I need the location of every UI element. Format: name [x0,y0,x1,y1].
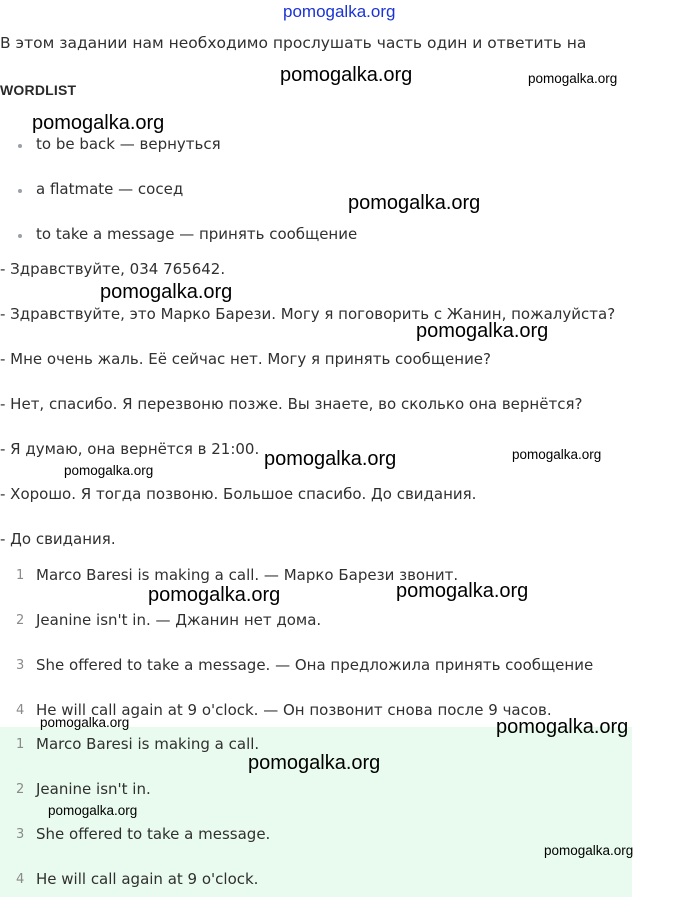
watermark: pomogalka.org [544,843,634,858]
translation-item: Marco Baresi is making a call. — Марко Барези звонит. [36,566,459,584]
answer-item: He will call again at 9 o'clock. [36,870,259,888]
answer-item: She offered to take a message. [36,825,271,843]
watermark: pomogalka.org [100,281,233,303]
bullet-icon [18,234,22,238]
answer-item: Jeanine isn't in. [36,780,151,798]
bullet-icon [18,189,22,193]
answer-number: 2 [16,782,25,797]
watermark: pomogalka.org [496,716,629,738]
translation-item: Jeanine isn't in. — Джанин нет дома. [36,611,322,629]
watermark: pomogalka.org [148,584,281,606]
list-number: 4 [16,703,25,718]
list-number: 3 [16,658,25,673]
wordlist-item: to take a message — принять сообщение [36,225,358,243]
dialogue-line: - До свидания. [0,530,116,548]
dialogue-line: - Мне очень жаль. Её сейчас нет. Могу я принять сообщение? [0,350,492,368]
translation-item: She offered to take a message. — Она предложила принять сообщение [36,656,594,674]
watermark-top: pomogalka.org [283,2,396,21]
dialogue-line: - Хорошо. Я тогда позвоню. Большое спасибо. До свидания. [0,485,477,503]
bullet-icon [18,144,22,148]
wordlist-heading: WORDLIST [0,82,77,98]
list-number: 2 [16,613,25,628]
watermark: pomogalka.org [32,112,165,134]
watermark: pomogalka.org [528,71,618,86]
answer-number: 1 [16,737,25,752]
watermark: pomogalka.org [348,192,481,214]
intro-text: В этом задании нам необходимо прослушать часть один и ответить на [0,34,587,52]
watermark: pomogalka.org [416,320,549,342]
translation-item: He will call again at 9 o'clock. — Он позвонит снова после 9 часов. [36,701,552,719]
answer-number: 4 [16,872,25,887]
dialogue-line: - Здравствуйте, это Марко Барези. Могу я поговорить с Жанин, пожалуйста? [0,305,616,323]
watermark: pomogalka.org [48,803,138,818]
dialogue-line: - Я думаю, она вернётся в 21:00. [0,440,260,458]
watermark: pomogalka.org [396,580,529,602]
watermark: pomogalka.org [248,752,381,774]
watermark: pomogalka.org [512,447,602,462]
watermark: pomogalka.org [280,64,413,86]
dialogue-line: - Здравствуйте, 034 765642. [0,260,226,278]
watermark: pomogalka.org [40,715,130,730]
wordlist-item: a flatmate — сосед [36,180,184,198]
wordlist-item: to be back — вернуться [36,135,221,153]
watermark: pomogalka.org [64,463,154,478]
dialogue-line: - Нет, спасибо. Я перезвоню позже. Вы знаете, во сколько она вернётся? [0,395,583,413]
answer-number: 3 [16,827,25,842]
answer-item: Marco Baresi is making a call. [36,735,260,753]
list-number: 1 [16,568,25,583]
watermark: pomogalka.org [264,448,397,470]
